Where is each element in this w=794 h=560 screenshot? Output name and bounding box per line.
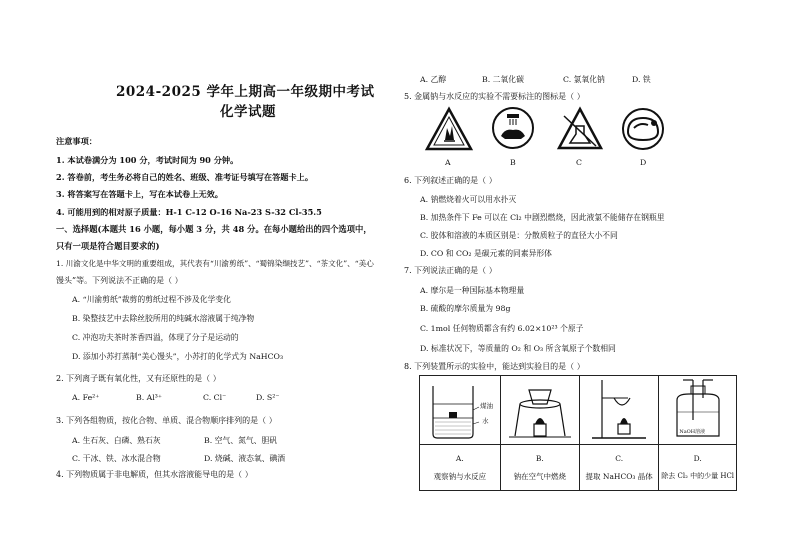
evaporating-dish-icon [584, 376, 654, 442]
q8-caption-d: 除去 Cl₂ 中的少量 HCl [661, 472, 735, 480]
q8-label-naoh: NaOH溶液 [679, 429, 706, 435]
q4-option-b: B. 二氧化碳 [482, 75, 524, 84]
q6-option-c: C. 胶体和溶液的本质区别是：分散质粒子的直径大小不同 [420, 231, 618, 240]
q8-apparatus-table [419, 375, 737, 491]
section-heading-a: 一、选择题(本题共 16 小题，每小题 3 分，共 48 分。在每小题给出的四个选项中， [56, 224, 372, 234]
notice-item-4: 4. 可能用到的相对原子质量：H-1 C-12 O-16 Na-23 S-32 Cl-35.5 [56, 207, 322, 217]
q1-stem-b: 馒头”等。下列说法不正确的是（ ） [56, 276, 183, 285]
q2-option-a: A. Fe²⁺ [72, 393, 100, 402]
q8-letter-c: C. [615, 453, 624, 463]
notice-title: 注意事项： [56, 136, 97, 146]
exam-title: 2024-2025 学年上期高一年级期中考试 [116, 84, 375, 100]
q5-stem: 5. 金属钠与水反应的实验不需要标注的图标是（ ） [404, 92, 585, 101]
q1-option-a: A. “川渝剪纸”裁剪的剪纸过程不涉及化学变化 [72, 295, 231, 304]
q8-label-water: 水 [482, 417, 489, 425]
q3-option-c: C. 干冰、铁、冰水混合物 [72, 454, 161, 463]
q5-label-b: B [510, 158, 516, 167]
q3-option-a: A. 生石灰、白磷、熟石灰 [72, 436, 161, 445]
crucible-burner-icon [505, 376, 575, 442]
notice-item-2: 2. 答卷前，考生务必将自己的姓名、班级、准考证号填写在答题卡上。 [56, 172, 314, 182]
q4-option-c: C. 氯氧化钠 [563, 75, 605, 84]
q8-label-kerosene: 煤油 [480, 402, 493, 410]
q2-option-d: D. S²⁻ [256, 393, 280, 402]
q5-label-d: D [640, 158, 647, 167]
q6-option-d: D. CO 和 CO₂ 是碳元素的同素异形体 [420, 249, 552, 258]
q7-option-d: D. 标准状况下，等质量的 O₂ 和 O₃ 所含氧原子个数相同 [420, 344, 616, 353]
notice-item-1: 1. 本试卷满分为 100 分，考试时间为 90 分钟。 [56, 155, 239, 165]
q3-option-b: B. 空气、氮气、胆矾 [204, 436, 278, 445]
q8-letter-a: A. [455, 453, 464, 463]
q2-stem: 2. 下列离子既有氧化性，又有还原性的是（ ） [56, 374, 221, 383]
q3-option-d: D. 烧碱、液态氧、碘酒 [204, 454, 286, 463]
q4-option-d: D. 铁 [632, 75, 651, 84]
q8-cell-b-caption [500, 445, 579, 491]
q7-option-c: C. 1mol 任何物质都含有约 6.02×10²³ 个原子 [420, 324, 584, 333]
q8-letter-b: B. [535, 453, 544, 463]
wash-hands-icon [491, 106, 535, 150]
q1-option-c: C. 冲泡功夫茶时茶香四溢，体现了分子是运动的 [72, 333, 239, 342]
q7-option-a: A. 摩尔是一种国际基本物理量 [420, 286, 525, 295]
q1-option-b: B. 染整技艺中去除丝胶所用的纯碱水溶液属于纯净物 [72, 314, 255, 323]
q7-option-b: B. 硫酸的摩尔质量为 98g [420, 304, 511, 313]
q4-stem: 4. 下列物质属于非电解质，但其水溶液能导电的是（ ） [56, 470, 253, 479]
q2-option-c: C. Cl⁻ [203, 393, 227, 402]
q2-option-b: B. Al³⁺ [136, 393, 163, 402]
q1-stem-a: 1. 川渝文化是中华文明的重要组成，其代表有“川渝剪纸”、“蜀锦染缬技艺”、“茶文化”、“美心 [56, 259, 374, 268]
section-heading-b: 只有一项是符合题目要求的) [56, 241, 160, 251]
q8-cell-c-caption [579, 445, 658, 491]
q8-cell-a-figure [420, 376, 501, 445]
q4-option-a: A. 乙醇 [420, 75, 447, 84]
q8-letter-d: D. [693, 454, 702, 463]
q8-caption-c: 提取 NaHCO₃ 晶体 [585, 471, 653, 481]
exam-subtitle: 化学试题 [220, 104, 276, 120]
q3-stem: 3. 下列各组物质，按化合物、单质、混合物顺序排列的是（ ） [56, 416, 277, 425]
caution-hot-icon [424, 106, 474, 152]
q6-option-a: A. 钠燃烧着火可以用水扑灭 [420, 195, 517, 204]
q8-cell-d-caption [659, 445, 737, 491]
q6-option-b: B. 加热条件下 Fe 可以在 Cl₂ 中剧烈燃烧，因此液氯不能储存在钢瓶里 [420, 213, 665, 222]
q6-stem: 6. 下列叙述正确的是（ ） [404, 176, 497, 185]
notice-item-3: 3. 将答案写在答题卡上，写在本试卷上无效。 [56, 189, 223, 199]
q5-label-c: C [576, 158, 582, 167]
q8-caption-b: 钠在空气中燃烧 [513, 471, 567, 481]
q1-option-d: D. 添加小苏打蒸制“美心馒头”，小苏打的化学式为 NaHCO₃ [72, 352, 284, 361]
q8-cell-c-figure [579, 376, 658, 445]
q8-cell-b-figure [500, 376, 579, 445]
q8-cell-d-figure [659, 376, 737, 445]
q8-cell-a-caption [420, 445, 501, 491]
q8-caption-a: 观察钠与水反应 [433, 471, 487, 481]
heating-caution-icon [620, 106, 666, 152]
q7-stem: 7. 下列说法正确的是（ ） [404, 266, 497, 275]
glassware-caution-icon [556, 106, 604, 152]
q8-stem: 8. 下列装置所示的实验中，能达到实验目的是（ ） [404, 362, 585, 371]
q5-label-a: A [445, 158, 451, 167]
